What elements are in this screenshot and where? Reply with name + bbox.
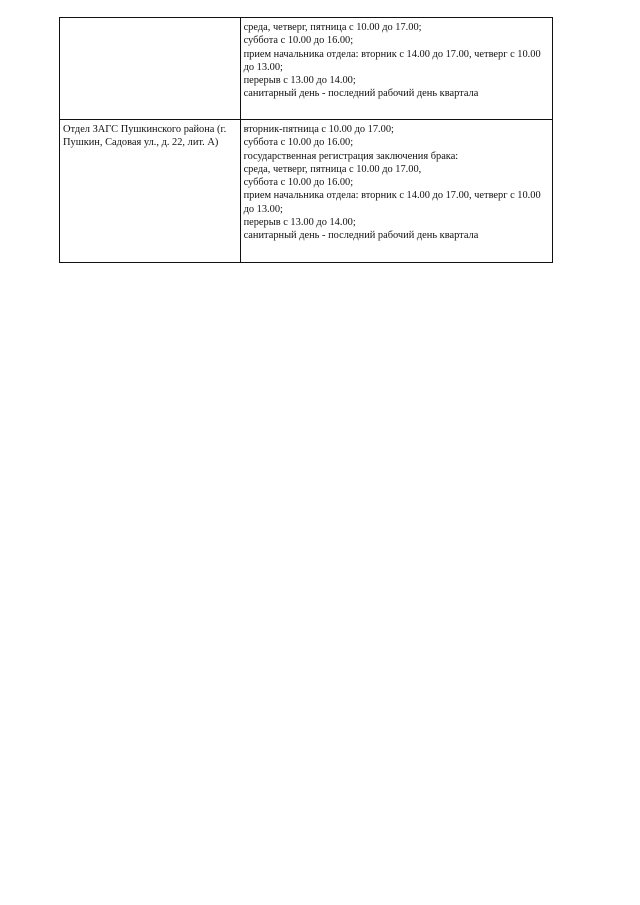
schedule-line: санитарный день - последний рабочий день квартала xyxy=(243,88,479,100)
schedule-line: перерыв с 13.00 до 14.00; xyxy=(243,217,356,229)
schedule-table xyxy=(59,17,553,263)
schedule-cell xyxy=(240,120,552,263)
schedule-line: перерыв с 13.00 до 14.00; xyxy=(243,75,356,87)
schedule-line: прием начальника отдела: вторник с 14.00 до 17.00, четверг с 10.00 до 13.00; xyxy=(243,48,541,73)
table-row xyxy=(60,120,553,263)
office-name: Отдел ЗАГС Пушкинского района (г. Пушкин, Садовая ул., д. 22, лит. А) xyxy=(63,124,227,149)
office-cell xyxy=(60,18,241,120)
schedule-line: суббота с 10.00 до 16.00; xyxy=(243,177,354,189)
schedule-cell xyxy=(240,18,552,120)
schedule-line: санитарный день - последний рабочий день квартала xyxy=(243,230,479,242)
schedule-line: вторник-пятница с 10.00 до 17.00; xyxy=(243,124,394,135)
office-cell xyxy=(60,120,241,263)
schedule-line: среда, четверг, пятница с 10.00 до 17.00, xyxy=(243,163,422,175)
schedule-line: суббота с 10.00 до 16.00; xyxy=(243,137,354,149)
schedule-line: государственная регистрация заключения брака: xyxy=(243,150,459,162)
schedule-line: среда, четверг, пятница с 10.00 до 17.00; xyxy=(243,22,422,33)
schedule-line: суббота с 10.00 до 16.00; xyxy=(243,35,354,47)
schedule-line: прием начальника отдела: вторник с 14.00 до 17.00, четверг с 10.00 до 13.00; xyxy=(243,190,541,215)
table-row xyxy=(60,18,553,120)
